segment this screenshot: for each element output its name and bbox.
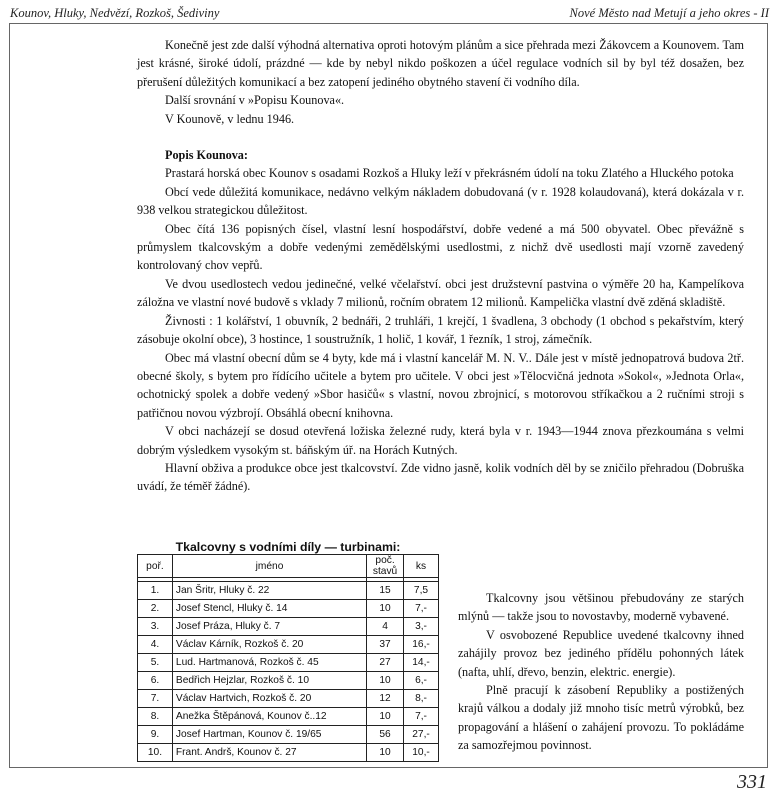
table-row [138,708,439,726]
section-heading: Popis Kounova: [165,148,248,163]
cell-name: Frant. Andrš, Kounov č. 27 [172,744,366,762]
col-header-stavu: poč. stavů [367,555,404,578]
paragraph: Ve dvou usedlostech vedou jedinečné, velké včelařství. obci jest družstevní pastvina o výměře 20 ha, Kampelíkova záložna ve vlastní nové budově s vklady 7 milionů, ročním obratem 12 milionů. Kampelička vlastní dvě zděná skladiště. [137,276,744,310]
cell-name: Jan Šritr, Hluky č. 22 [172,582,366,600]
table-row [138,726,439,744]
paragraph: Další srovnání v »Popisu Kounova«. [165,93,345,108]
running-header-right: Nové Město nad Metují a jeho okres - II [569,6,769,20]
cell-num: 9. [138,726,173,744]
table-title: Tkalcovny s vodními díly — turbinami: [175,540,401,554]
paragraph: V osvobozené Republice uvedené tkalcovny ihned zahájily provoz bez jediného přídělu pohonných látek (nafta, uhlí, dřevo, benzin, elektric. energie). [458,627,744,679]
cell-stavu: 12 [367,690,404,708]
cell-ks: 7,- [404,708,439,726]
table-row [138,582,439,600]
paragraph: Plně pracují k zásobení Republiky a postižených krajů válkou a dodaly již mnoho tisíc metrů výrobků, bez propagování a hlášení o zahájení provozu. To pokládáme za samozřejmou povinnost. [458,683,744,753]
running-header-left: Kounov, Hluky, Nedvězí, Rozkoš, Šediviny [10,6,220,20]
table-row [138,636,439,654]
paragraph: Obcí vede důležitá komunikace, nedávno velkým nákladem dobudovaná (v r. 1928 kolaudovaná), která dokázala v r. 938 velkou strategickou důležitost. [137,184,744,218]
table-body [138,578,439,762]
paragraph: Tkalcovny jsou většinou přebudovány ze starých mlýnů — takže jsou to novostavby, moderně vybavené. [458,591,744,624]
cell-ks: 6,- [404,672,439,690]
cell-stavu: 10 [367,744,404,762]
cell-ks: 16,- [404,636,439,654]
cell-name: Anežka Štěpánová, Kounov č..12 [172,708,366,726]
cell-num: 4. [138,636,173,654]
weaving-mills-table [137,554,439,762]
page-number: 331 [737,771,767,793]
paragraph: V Kounově, v lednu 1946. [165,111,295,126]
cell-stavu: 4 [367,618,404,636]
cell-name: Václav Hartvich, Rozkoš č. 20 [172,690,366,708]
cell-ks: 7,5 [404,582,439,600]
cell-num: 2. [138,600,173,618]
table-header-row [138,555,439,578]
cell-name: Josef Hartman, Kounov č. 19/65 [172,726,366,744]
cell-stavu: 56 [367,726,404,744]
cell-stavu: 10 [367,672,404,690]
col-header-ks: ks [404,555,439,578]
cell-ks: 8,- [404,690,439,708]
table-row [138,600,439,618]
cell-num: 1. [138,582,173,600]
table-row [138,690,439,708]
paragraph: Hlavní obživa a produkce obce jest tkalcovství. Zde vidno jasně, kolik vodních děl by se zničilo přehradou (Dobruška uvádí, že téměř žádné). [137,460,744,494]
cell-ks: 27,- [404,726,439,744]
cell-name: Lud. Hartmanová, Rozkoš č. 45 [172,654,366,672]
table-row [138,618,439,636]
table-row [138,654,439,672]
cell-ks: 10,- [404,744,439,762]
cell-num: 7. [138,690,173,708]
main-text [137,36,744,496]
cell-num: 3. [138,618,173,636]
col-header-num: poř. [138,555,173,578]
cell-name: Josef Stencl, Hluky č. 14 [172,600,366,618]
cell-ks: 14,- [404,654,439,672]
paragraph: Obec má vlastní obecní dům se 4 byty, kde má i vlastní kancelář M. N. V.. Dále jest v místě jednopatrová budova 2tř. obecné školy, s bytem pro řídícího učitele a bytem pro učitele. V obci jest »Tělocvičná jednota »Sokol«, »Jednota Orla«, ochotnický spolek a dobře vedený »Sbor hasičů« s vlastní, novou zbrojnicí, s motorovou stříkačkou a 2 ručními stroji s patřičnou novou výzbrojí. Obsáhlá obecní knihovna. [137,350,744,420]
cell-num: 8. [138,708,173,726]
cell-stavu: 27 [367,654,404,672]
cell-name: Václav Kárník, Rozkoš č. 20 [172,636,366,654]
paragraph: Konečně jest zde další výhodná alternativa oproti hotovým plánům a sice přehrada mezi Žákovcem a Kounovem. Tam jest krásné, široké údolí, prázdné — kde by nebyl nikdo poškozen a účel regulace vodních sil by byl též dosažen, bez přerušení důležitých komunikací a bez zatopení jediného obytného stavení či vodního díla. [137,38,744,89]
paragraph: V obci nacházejí se dosud otevřená ložiska železné rudy, která byla v r. 1943—1944 znova přezkoumána s velmi dobrým výsledkem vysokým st. báňským úř. na Horách Kutných. [137,424,744,457]
cell-num: 10. [138,744,173,762]
cell-name: Bedřich Hejzlar, Rozkoš č. 10 [172,672,366,690]
paragraph: Obec čítá 136 popisných čísel, vlastní lesní hospodářství, dobře vedené a má 500 obyvatel. Obec převážně s průmyslem tkalcovským a dobře vedenými zemědělskými usedlostmi, z nichž dvě usedlosti mají vzorně zavedený kontrolovaný chov vepřů. [137,221,744,273]
paragraph: Živnosti : 1 kolářství, 1 obuvník, 2 bednáři, 2 truhláři, 1 krejčí, 1 švadlena, 3 obchody (1 obchod s pekařstvím, který zásobuje okolní obce), 3 hostince, 1 soustružník, 1 holič, 1 kovář, 1 řezník, 1 stroj, zámečník. [137,313,744,347]
cell-stavu: 15 [367,582,404,600]
cell-ks: 3,- [404,618,439,636]
cell-stavu: 10 [367,600,404,618]
table-row [138,672,439,690]
table-row [138,744,439,762]
col-header-name: jméno [172,555,366,578]
side-text [458,589,744,755]
cell-ks: 7,- [404,600,439,618]
cell-name: Josef Práza, Hluky č. 7 [172,618,366,636]
cell-num: 5. [138,654,173,672]
cell-num: 6. [138,672,173,690]
cell-stavu: 37 [367,636,404,654]
cell-stavu: 10 [367,708,404,726]
paragraph: Prastará horská obec Kounov s osadami Rozkoš a Hluky leží v překrásném údolí na toku Zlatého a Hluckého potoka [165,166,734,181]
